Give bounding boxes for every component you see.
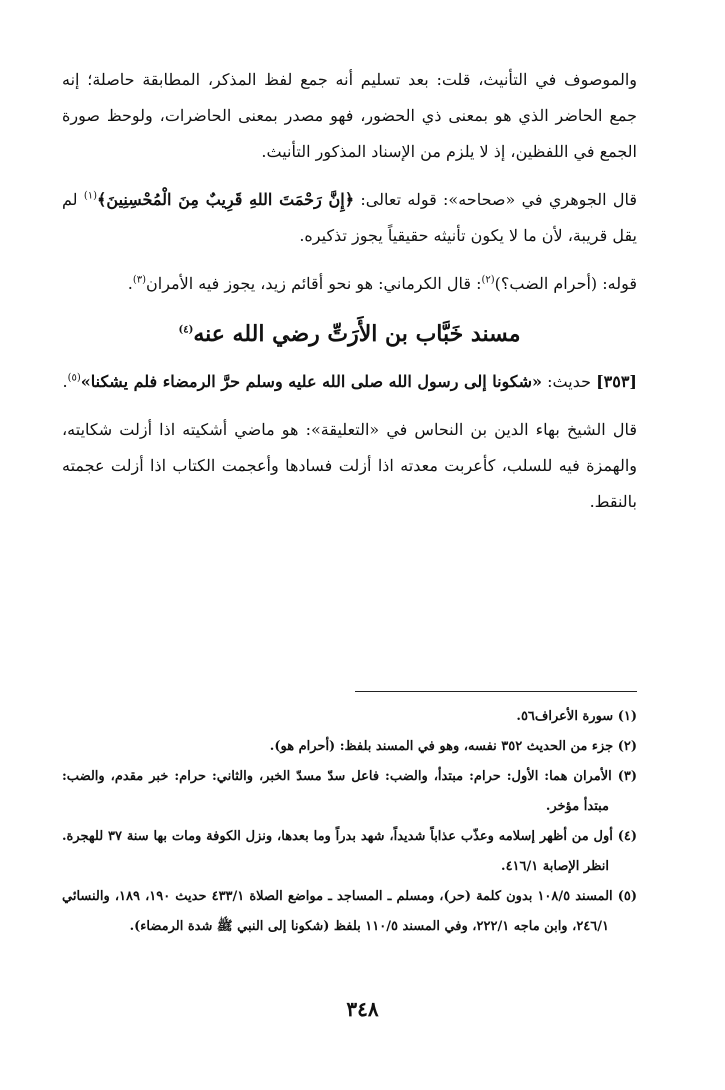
paragraph-kirmani (62, 266, 637, 302)
footnote-separator (355, 691, 637, 692)
page-number: ٣٤٨ (346, 997, 379, 1021)
footnote-3: (٣) الأمران هما: الأول: حرام: مبتدأ، والضب: فاعل سدّ مسدّ الخبر، والثاني: حرام: خبر مقدم، والضب: مبتدأ مؤخر. (62, 769, 637, 814)
kirmani-quote: قوله: (أحرام الضب؟) (494, 274, 637, 293)
paragraph-feminine-agreement: والموصوف في التأنيث، قلت: بعد تسليم أنه جمع لفظ المذكر، المطابقة حاصلة؛ إنه جمع الحاضر الذي هو بمعنى ذي الحضور، فهو مصدر بمعنى الحاضرات، ولوحظ صورة الجمع في اللفظين، إذ لا يلزم من الإسناد المذكور التأنيث. (62, 70, 637, 161)
footnote-ref-1[interactable]: (١) (83, 190, 98, 202)
hadith-text: «شكونا إلى رسول الله صلى الله عليه وسلم حرَّ الرمضاء فلم يشكنا» (80, 372, 543, 391)
jawhari-explanation: لم يقل قريبة، لأن ما لا يكون تأنيثه حقيقياً يجوز تذكيره. (62, 190, 637, 245)
kirmani-period: . (127, 274, 133, 293)
paragraph-jawhari (62, 182, 637, 254)
paragraph-hadith (62, 364, 637, 400)
section-heading (62, 316, 637, 352)
footnote-ref-3[interactable]: (٣) (132, 274, 146, 286)
footnote-5: (٥) المسند ١٠٨/٥ بدون كلمة (حر)، ومسلم ـ المساجد ـ مواضع الصلاة ٤٣٣/١ حديث ١٩٠، ١٨٩، والنسائي ٢٤٦/١، وابن ماجه ٢٢٢/١، وفي المسند ١١٠/٥ بلفظ (شكونا إلى النبي ﷺ شدة الرمضاء). (62, 889, 637, 934)
footnotes (62, 702, 637, 942)
footnote-ref-5[interactable]: (٥) (67, 372, 81, 384)
footnote-ref-4[interactable]: (٤) (178, 324, 194, 336)
paragraph-nahhas: قال الشيخ بهاء الدين بن النحاس في «التعليقة»: هو ماضي أشكيته اذا أزلت شكايته، والهمزة فيه للسلب، كأعربت معدته اذا أزلت فسادها وأعجمت الكتاب اذا أزلت عجمته بالنقط. (62, 420, 637, 511)
quran-verse: ﴿إِنَّ رَحْمَتَ اللهِ قَرِيبٌ مِنَ الْمُحْسِنِينَ﴾ (97, 190, 355, 209)
section-heading-text: مسند خَبَّاب بن الأَرَتِّ رضي الله عنه (193, 321, 521, 347)
hadith-period: . (62, 372, 68, 391)
footnote-1: (١) سورة الأعراف٥٦. (516, 709, 637, 724)
main-text (62, 62, 637, 520)
footnote-4: (٤) أول من أظهر إسلامه وعذّب عذاباً شديداً، شهد بدراً وما بعدها، ونزل الكوفة ومات بها سنة ٣٧ للهجرة. انظر الإصابة ٤١٦/١. (62, 829, 637, 874)
hadith-label: حديث: (542, 372, 597, 391)
kirmani-explanation: : قال الكرماني: هو نحو أقائم زيد، يجوز فيه الأمران (146, 274, 482, 293)
footnote-ref-2[interactable]: (٢) (481, 274, 495, 286)
jawhari-intro: قال الجوهري في «صحاحه»: قوله تعالى: (354, 190, 638, 209)
hadith-number: [٣٥٣] (596, 372, 637, 391)
footnote-2: (٢) جزء من الحديث ٣٥٢ نفسه، وهو في المسند بلفظ: (أحرام هو). (269, 739, 637, 754)
